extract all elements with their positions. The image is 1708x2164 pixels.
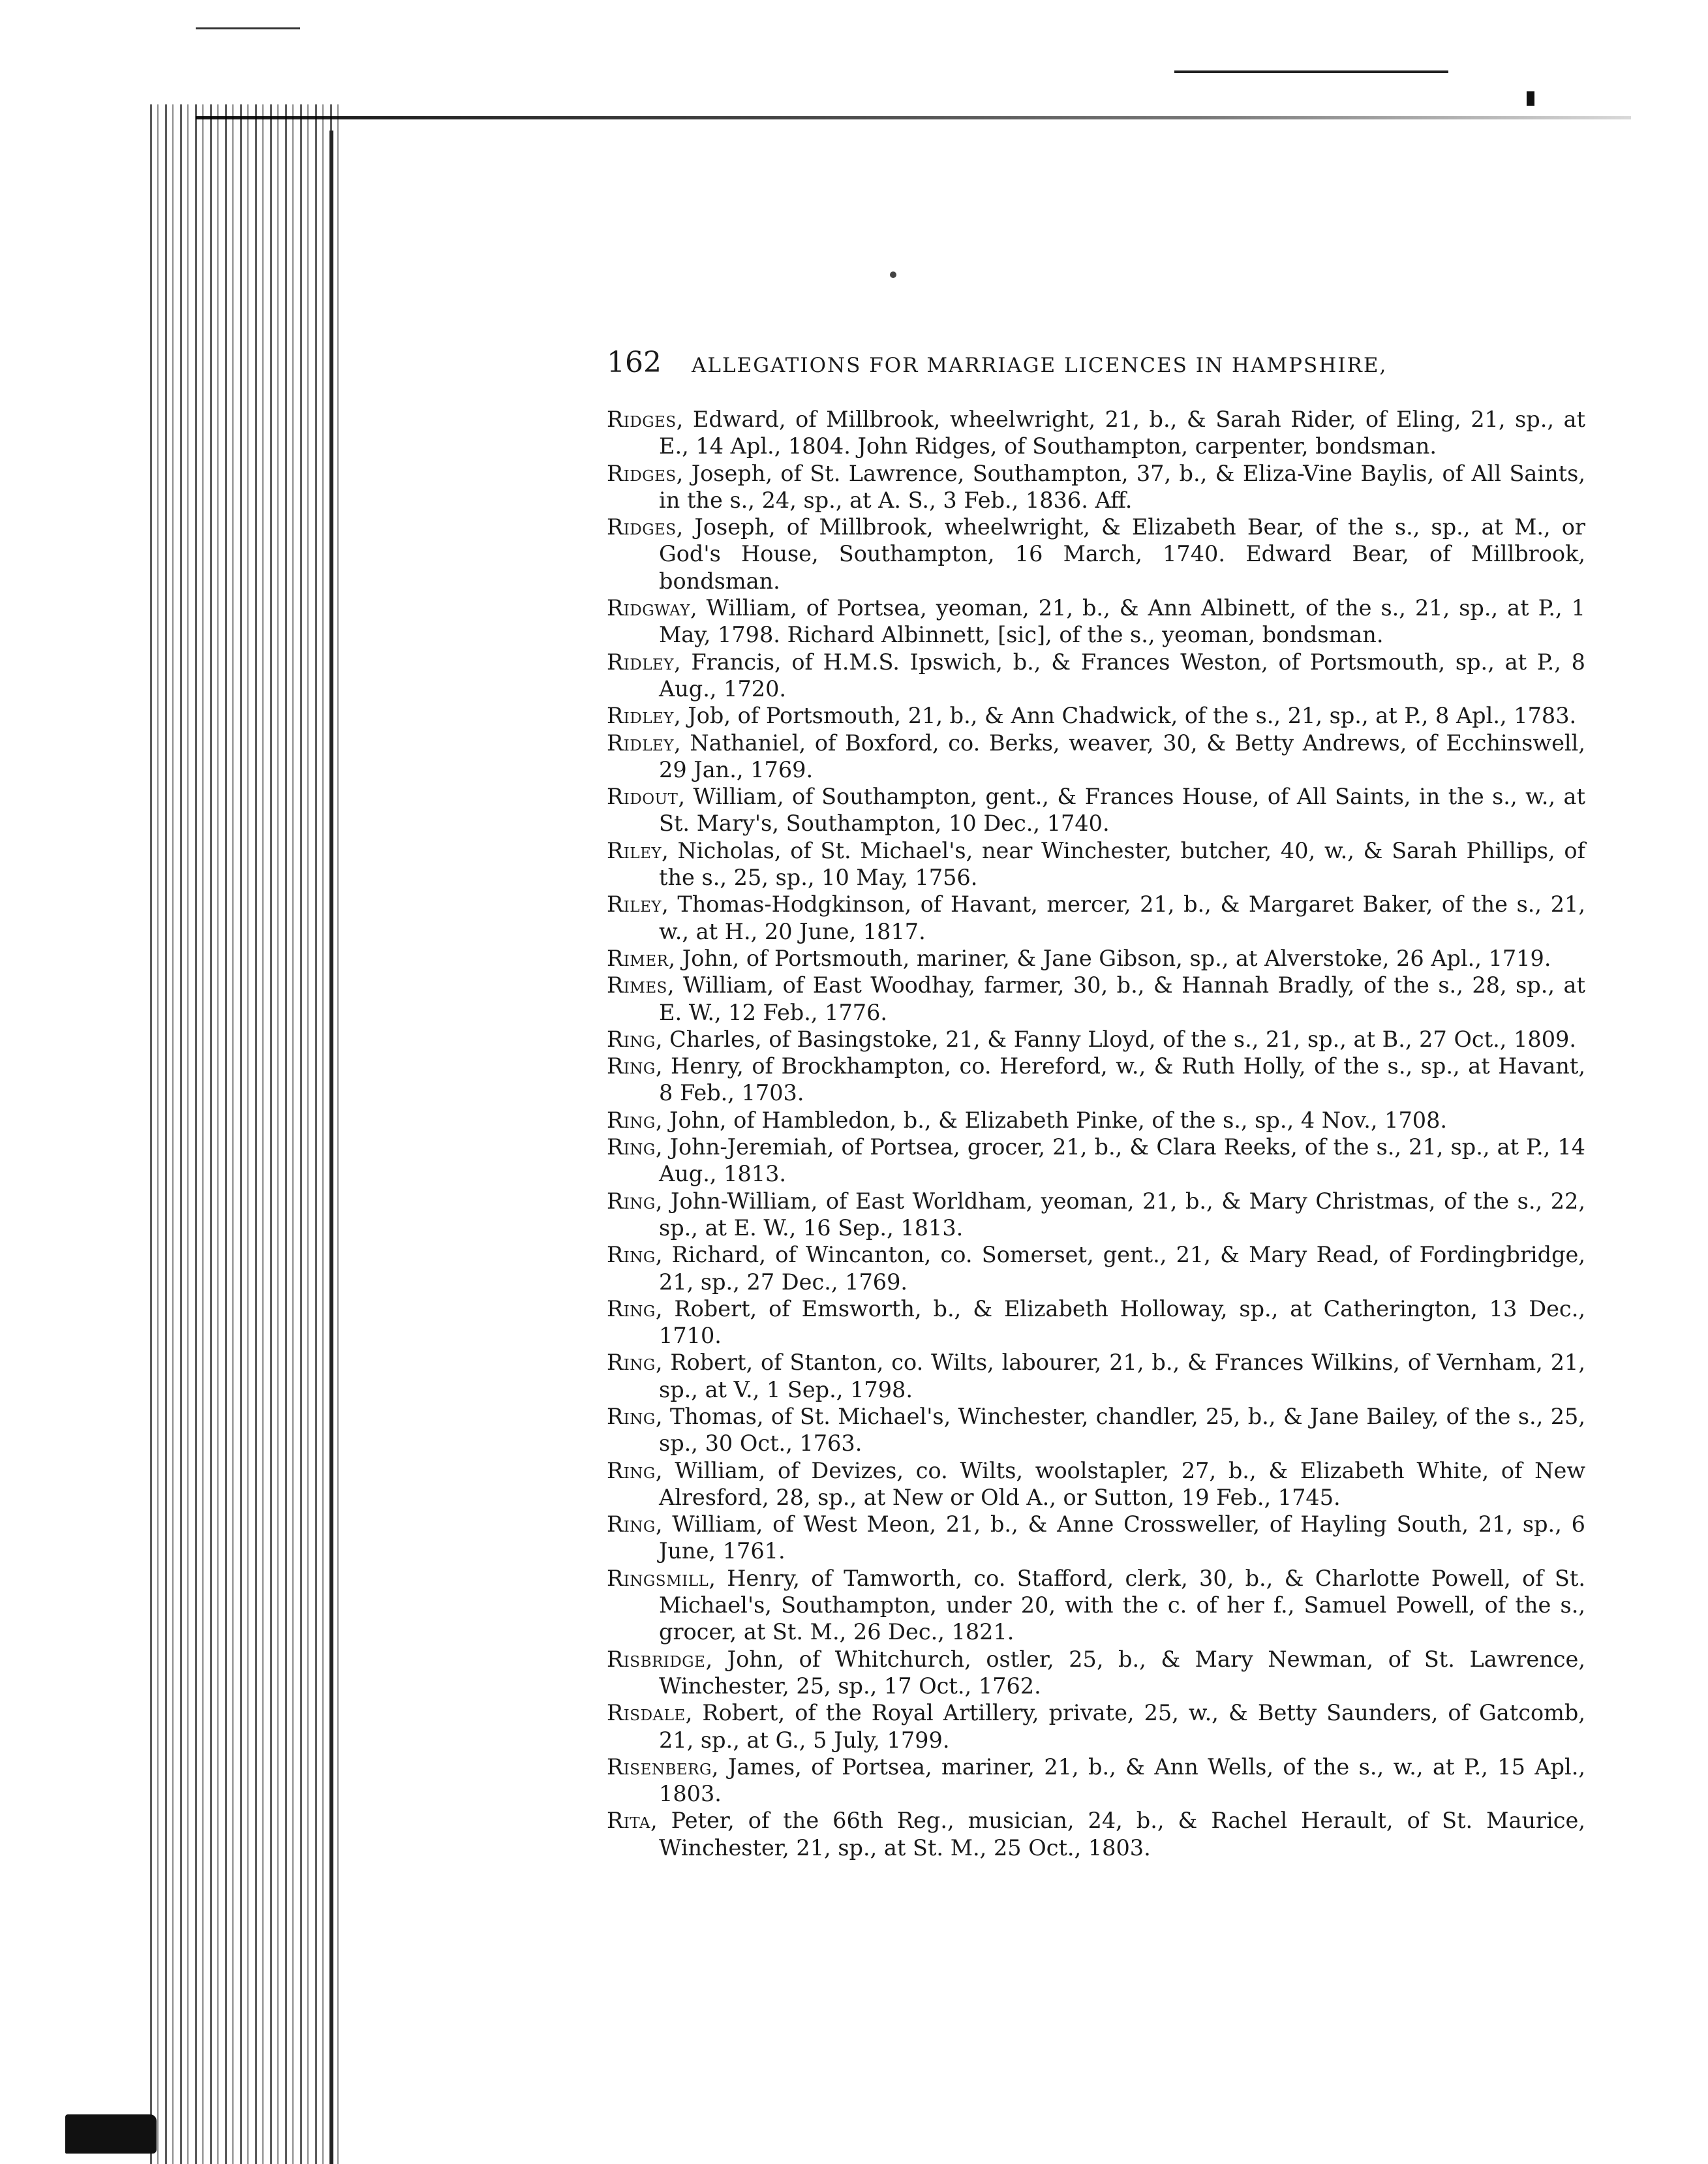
entry-surname: Ring <box>607 1026 656 1052</box>
list-item <box>607 783 1585 837</box>
entry-surname: Ridley <box>607 703 674 729</box>
entry-text: , John, of Hambledon, b., & Elizabeth Pinke, of the s., sp., 4 Nov., 1708. <box>655 1107 1448 1133</box>
entry-surname: Ring <box>607 1511 656 1538</box>
entry-text: , Edward, of Millbrook, wheelwright, 21, b., & Sarah Rider, of Eling, 21, sp., at E., 14 Apl., 1804. John Ridges, of Southampton, carpenter, bondsman. <box>659 407 1585 459</box>
entry-surname: Ridges <box>607 407 677 432</box>
entry-surname: Rimes <box>607 972 667 998</box>
list-item <box>607 1511 1585 1565</box>
list-item <box>607 1053 1585 1107</box>
entry-surname: Ringsmill <box>607 1565 709 1591</box>
list-item <box>607 837 1585 891</box>
list-item <box>607 1646 1585 1700</box>
entry-surname: Riley <box>607 891 662 918</box>
page-content <box>607 346 1585 1861</box>
entry-surname: Ring <box>607 1188 656 1214</box>
entry-text: , William, of Southampton, gent., & Frances House, of All Saints, in the s., w., at St. Mary's, Southampton, 10 Dec., 1740. <box>659 784 1585 837</box>
binding-edge-top <box>196 116 1631 119</box>
entry-surname: Ridley <box>607 649 674 675</box>
entry-text: , William, of West Meon, 21, b., & Anne Crossweller, of Hayling South, 21, sp., 6 June, 1761. <box>655 1511 1585 1564</box>
list-item <box>607 972 1585 1026</box>
entry-text: , Henry, of Tamworth, co. Stafford, clerk, 30, b., & Charlotte Powell, of St. Michael's, Southampton, under 20, with the c. of her f., Samuel Powell, of the s., grocer, at St. M., 26 Dec., 1821. <box>659 1565 1585 1645</box>
entry-text: , Henry, of Brockhampton, co. Hereford, w., & Ruth Holly, of the s., sp., at Havant, 8 Feb., 1703. <box>655 1053 1585 1106</box>
entry-text: , John-Jeremiah, of Portsea, grocer, 21, b., & Clara Reeks, of the s., 21, sp., at P., 14 Aug., 1813. <box>655 1134 1585 1187</box>
page-number: 162 <box>607 346 662 379</box>
list-item <box>607 945 1585 972</box>
entry-surname: Ring <box>607 1053 656 1079</box>
entry-surname: Ring <box>607 1457 656 1483</box>
entry-surname: Risdale <box>607 1700 686 1726</box>
entry-surname: Riley <box>607 837 662 863</box>
list-item <box>607 1295 1585 1350</box>
entry-text: , Robert, of Emsworth, b., & Elizabeth Holloway, sp., at Catherington, 13 Dec., 1710. <box>655 1295 1585 1349</box>
entry-surname: Rimer <box>607 945 669 971</box>
list-item <box>607 702 1585 729</box>
entry-text: , William, of East Woodhay, farmer, 30, b., & Hannah Bradly, of the s., 28, sp., at E. W., 12 Feb., 1776. <box>659 972 1585 1025</box>
entry-text: , Thomas, of St. Michael's, Winchester, chandler, 25, b., & Jane Bailey, of the s., 25, sp., 30 Oct., 1763. <box>655 1403 1585 1457</box>
entry-surname: Rita <box>607 1808 651 1834</box>
entry-text: , William, of Portsea, yeoman, 21, b., & Ann Albinett, of the s., 21, sp., at P., 1 May, 1798. Richard Albinnett, [sic], of the s., yeoman, bondsman. <box>659 595 1585 648</box>
entry-list <box>607 406 1585 1861</box>
entry-surname: Ring <box>607 1403 656 1429</box>
scan-mark <box>1527 91 1534 106</box>
list-item <box>607 1754 1585 1808</box>
entry-surname: Ring <box>607 1107 656 1133</box>
entry-text: , John-William, of East Worldham, yeoman, 21, b., & Mary Christmas, of the s., 22, sp., at E. W., 16 Sep., 1813. <box>655 1188 1585 1241</box>
entry-text: , Job, of Portsmouth, 21, b., & Ann Chadwick, of the s., 21, sp., at P., 8 Apl., 1783. <box>674 703 1577 729</box>
entry-surname: Ridley <box>607 730 674 756</box>
entry-text: , Robert, of Stanton, co. Wilts, labourer, 21, b., & Frances Wilkins, of Vernham, 21, sp., at V., 1 Sep., 1798. <box>655 1350 1585 1402</box>
list-item <box>607 460 1585 514</box>
list-item <box>607 1349 1585 1403</box>
entry-text: , Francis, of H.M.S. Ipswich, b., & Frances Weston, of Portsmouth, sp., at P., 8 Aug., 1720. <box>659 649 1585 702</box>
list-item <box>607 1026 1585 1053</box>
entry-surname: Ridges <box>607 460 677 486</box>
entry-text: , Nicholas, of St. Michael's, near Winchester, butcher, 40, w., & Sarah Phillips, of the s., 25, sp., 10 May, 1756. <box>659 837 1585 891</box>
list-item <box>607 1807 1585 1861</box>
scan-mark <box>1174 70 1448 73</box>
list-item <box>607 891 1585 945</box>
entry-surname: Ring <box>607 1242 656 1268</box>
entry-text: , James, of Portsea, mariner, 21, b., & Ann Wells, of the s., w., at P., 15 Apl., 1803. <box>659 1754 1585 1807</box>
entry-text: , Joseph, of Millbrook, wheelwright, & Elizabeth Bear, of the s., sp., at M., or God's House, Southampton, 16 March, 1740. Edward Bear, of Millbrook, bondsman. <box>659 514 1585 594</box>
running-title: ALLEGATIONS FOR MARRIAGE LICENCES IN HAMPSHIRE, <box>692 354 1388 377</box>
page-header <box>607 346 1585 393</box>
entry-text: , William, of Devizes, co. Wilts, woolstapler, 27, b., & Elizabeth White, of New Alresford, 28, sp., at New or Old A., or Sutton, 19 Feb., 1745. <box>655 1457 1585 1510</box>
list-item <box>607 595 1585 649</box>
entry-text: , Richard, of Wincanton, co. Somerset, gent., 21, & Mary Read, of Fordingbridge, 21, sp., 27 Dec., 1769. <box>655 1242 1585 1295</box>
entry-surname: Ring <box>607 1134 656 1160</box>
list-item <box>607 1188 1585 1242</box>
list-item <box>607 1699 1585 1754</box>
entry-text: , Joseph, of St. Lawrence, Southampton, 37, b., & Eliza-Vine Baylis, of All Saints, in the s., 24, sp., at A. S., 3 Feb., 1836. Aff. <box>659 460 1585 513</box>
entry-text: , John, of Portsmouth, mariner, & Jane Gibson, sp., at Alverstoke, 26 Apl., 1719. <box>668 945 1551 971</box>
list-item <box>607 1134 1585 1188</box>
entry-surname: Ridout <box>607 784 679 810</box>
entry-surname: Ridgway <box>607 595 690 621</box>
entry-surname: Ring <box>607 1350 656 1376</box>
list-item <box>607 1565 1585 1646</box>
entry-text: , Robert, of the Royal Artillery, private, 25, w., & Betty Saunders, of Gatcomb, 21, sp., at G., 5 July, 1799. <box>659 1700 1585 1753</box>
entry-surname: Risenberg <box>607 1754 712 1780</box>
list-item <box>607 1241 1585 1295</box>
entry-text: , Nathaniel, of Boxford, co. Berks, weaver, 30, & Betty Andrews, of Ecchinswell, 29 Jan., 1769. <box>659 730 1585 782</box>
list-item <box>607 406 1585 460</box>
entry-surname: Risbridge <box>607 1646 706 1672</box>
list-item <box>607 649 1585 703</box>
list-item <box>607 514 1585 595</box>
list-item <box>607 730 1585 784</box>
entry-text: , John, of Whitchurch, ostler, 25, b., & Mary Newman, of St. Lawrence, Winchester, 25, sp., 17 Oct., 1762. <box>659 1646 1585 1699</box>
entry-text: , Thomas-Hodgkinson, of Havant, mercer, 21, b., & Margaret Baker, of the s., 21, w., at H., 20 June, 1817. <box>659 891 1585 944</box>
entry-surname: Ring <box>607 1295 656 1322</box>
list-item <box>607 1107 1585 1134</box>
entry-text: , Charles, of Basingstoke, 21, & Fanny Lloyd, of the s., 21, sp., at B., 27 Oct., 1809. <box>655 1026 1576 1052</box>
book-gutter-edge <box>329 131 333 2164</box>
book-gutter <box>150 104 339 2164</box>
scan-mark <box>196 27 300 29</box>
entry-surname: Ridges <box>607 514 677 540</box>
list-item <box>607 1457 1585 1511</box>
entry-text: , Peter, of the 66th Reg., musician, 24, b., & Rachel Herault, of St. Maurice, Winchester, 21, sp., at St. M., 25 Oct., 1803. <box>650 1808 1585 1861</box>
scan-blot <box>65 2114 157 2154</box>
scan-speck <box>890 271 896 278</box>
list-item <box>607 1403 1585 1457</box>
